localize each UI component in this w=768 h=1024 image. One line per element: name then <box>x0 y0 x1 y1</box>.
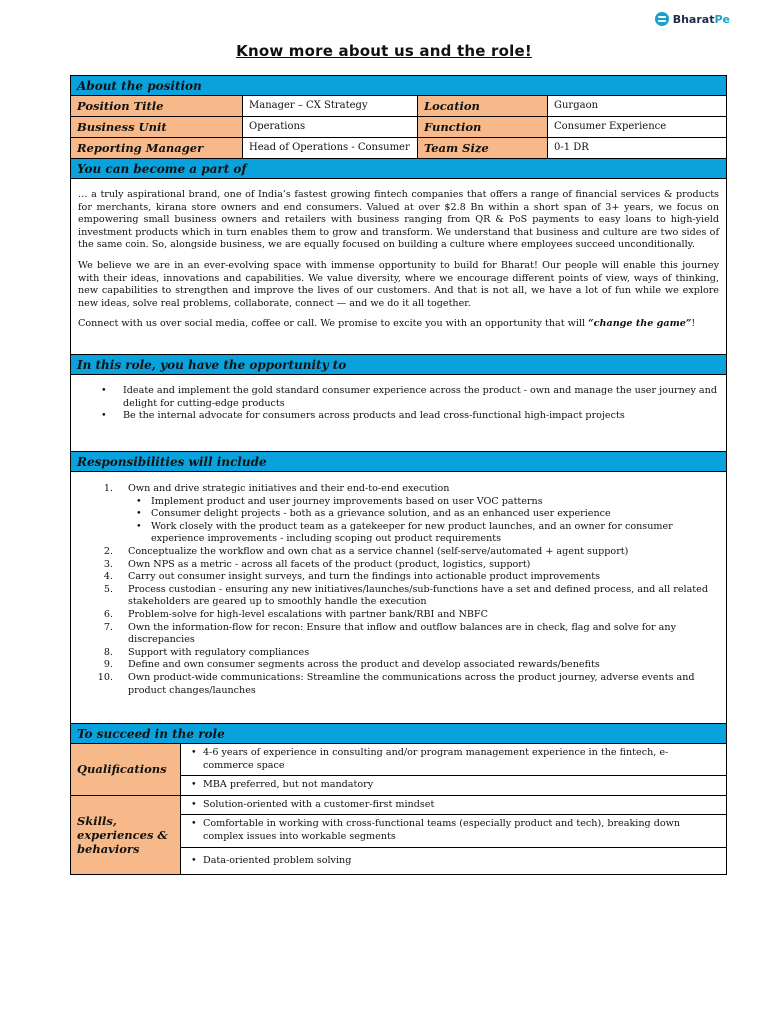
position-row-3 <box>71 138 726 159</box>
sub-list-item: • Implement product and user journey improvements based on user VOC patterns <box>136 495 543 507</box>
change-the-game-text: “change the game” <box>588 318 692 330</box>
qualifications-row <box>71 744 726 796</box>
list-item: • Comfortable in working with cross-functional teams (especially product and tech), breaking down complex issues into workable segments <box>181 815 726 847</box>
about-paragraph-2: We believe we are in an ever-evolving space with immense opportunity to build for Bharat! Our people will enable this journey with their ideas, innovations and capabilities. We value diversity, where we encourage different points of view, ways of thinking, new capabilities to strengthen and improve the lives of our customers. And that is not all, we have a lot of fun while we explore new ideas, solve real problems, collaborate, connect — and we do it all together. <box>78 259 719 309</box>
list-item: 3. Own NPS as a metric - across all facets of the product (product, logistics, support) <box>103 558 531 570</box>
brand-logo <box>655 12 730 26</box>
position-row-2 <box>71 117 726 138</box>
function-value: Consumer Experience <box>554 121 667 132</box>
qualifications-label: Qualifications <box>71 744 181 795</box>
skills-label: Skills, experiences & behaviors <box>71 796 181 874</box>
business-unit-label: Business Unit <box>71 117 243 137</box>
brand-name: BharatPe <box>672 12 730 26</box>
list-item: 7. Own the information-flow for recon: Ensure that inflow and outflow balances are in check, flag and solve for any discrepancies <box>103 621 677 646</box>
sub-list-item: • Consumer delight projects - both as a grievance solution, and as an enhanced user experience <box>136 508 611 520</box>
section-become-part: You can become a part of <box>71 159 726 179</box>
business-unit-value: Operations <box>243 117 418 137</box>
list-item: 10. Own product-wide communications: Streamline the communications across the product journey, adverse events and product changes/launches <box>97 671 695 696</box>
job-description-table <box>70 75 727 875</box>
list-item: • Solution-oriented with a customer-first mindset <box>181 796 726 816</box>
list-item: 5. Process custodian - ensuring any new initiatives/launches/sub-functions have a set and defined process, and all related stakeholders are geared up to smoothly handle the execution <box>103 583 708 608</box>
position-title-value: Manager – CX Strategy <box>243 96 418 116</box>
reporting-manager-label: Reporting Manager <box>71 138 243 158</box>
list-item: 1. Own and drive strategic initiatives and their end-to-end execution <box>103 483 450 494</box>
list-item: • Data-oriented problem solving <box>191 854 352 866</box>
about-paragraph-3: Connect with us over social media, coffee or call. We promise to excite you with an opportunity that will “change the game”! <box>78 318 696 330</box>
list-item: 6. Problem-solve for high-level escalations with partner bank/RBI and NBFC <box>103 608 488 620</box>
skills-row <box>71 796 726 874</box>
opportunity-list <box>71 375 726 452</box>
section-succeed: To succeed in the role <box>71 724 726 744</box>
sub-list-item: • Work closely with the product team as a gatekeeper for new product launches, and an owner for consumer experience improvements - including scoping out product requirements <box>136 520 673 545</box>
section-responsibilities: Responsibilities will include <box>71 452 726 472</box>
list-item: 9. Define and own consumer segments across the product and develop associated rewards/benefits <box>103 659 600 671</box>
position-title-label: Position Title <box>71 96 243 116</box>
location-label: Location <box>418 96 548 116</box>
location-value: Gurgaon <box>554 100 599 111</box>
list-item: 4. Carry out consumer insight surveys, and turn the findings into actionable product improvements <box>103 571 601 583</box>
team-size-value: 0-1 DR <box>554 142 589 153</box>
section-opportunity: In this role, you have the opportunity to <box>71 355 726 375</box>
team-size-label: Team Size <box>418 138 548 158</box>
list-item: • 4-6 years of experience in consulting and/or program management experience in the fintech, e-commerce space <box>181 744 726 776</box>
list-item: • Be the internal advocate for consumers across products and lead cross-functional high-impact projects <box>101 410 625 422</box>
list-item: • Ideate and implement the gold standard consumer experience across the product - own and manage the user journey and delight for cutting-edge products <box>101 385 717 409</box>
bharatpe-logo-icon <box>655 12 669 26</box>
about-company <box>71 179 726 355</box>
section-about-position: About the position <box>71 76 726 96</box>
about-paragraph-1: … a truly aspirational brand, one of India’s fastest growing fintech companies that offers a range of financial services & products for merchants, kirana store owners and end consumers. Valued at over $2.8 Bn within a short span of 3+ years, we focus on empowering small business owners and retailers with business ranging from QR & PoS payments to easy loans to high-yield investment products which in turn enables them to grow and transform. We understand that business and culture are two sides of the same coin. So, alongside business, we are equally focused on building a culture where employees succeed unconditionally. <box>78 189 719 251</box>
position-row-1 <box>71 96 726 117</box>
responsibilities-list <box>71 472 726 724</box>
function-label: Function <box>418 117 548 137</box>
reporting-manager-value: Head of Operations - Consumer <box>243 138 418 158</box>
list-item: • MBA preferred, but not mandatory <box>191 779 374 791</box>
page-title: Know more about us and the role! <box>236 42 532 60</box>
list-item: 8. Support with regulatory compliances <box>103 646 310 658</box>
list-item: 2. Conceptualize the workflow and own chat as a service channel (self-serve/automated + agent support) <box>103 545 629 557</box>
